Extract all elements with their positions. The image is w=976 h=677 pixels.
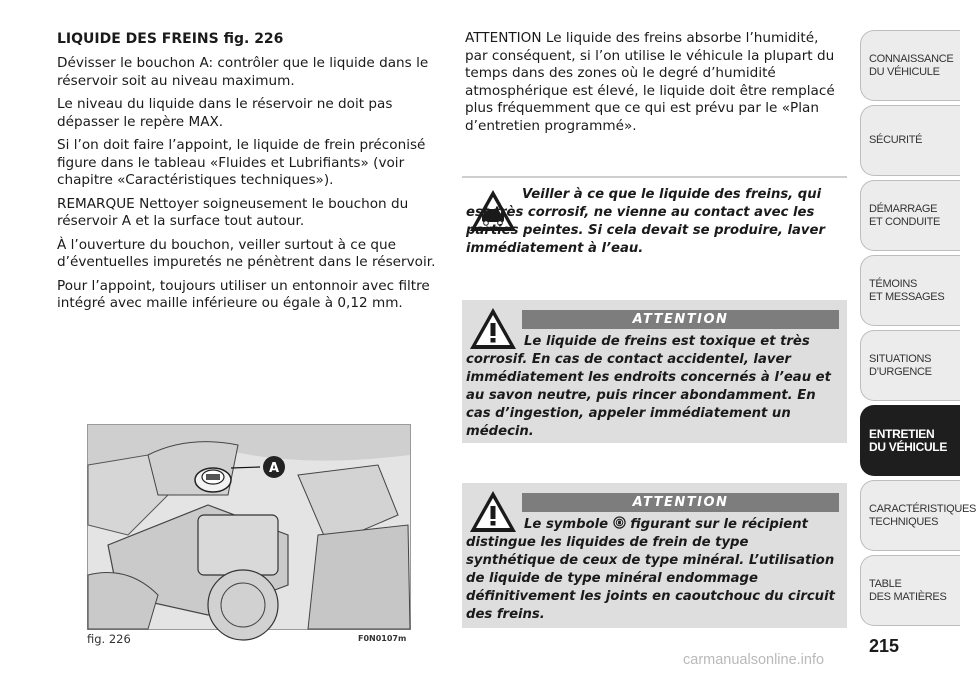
tab-connaissance-vehicule[interactable] — [860, 30, 960, 101]
tab-table-matieres[interactable] — [860, 555, 960, 626]
mineral-fluid-warning-box — [462, 483, 847, 628]
tab-label: DÉMARRAGE ET CONDUITE — [869, 202, 941, 228]
tab-label: SITUATIONS D’URGENCE — [869, 352, 932, 378]
tab-label: ENTRETIEN DU VÉHICULE — [869, 426, 948, 454]
text-before-symbol: Le symbole — [524, 517, 609, 532]
watermark: carmanualsonline.info — [683, 652, 825, 668]
paragraph-topup: Si l’on doit faire l’appoint, le liquide de frein préconisé figure dans le tableau «Fluides et Lubrifiants» (voir chapitre «Caractéristiques techniques»). — [57, 137, 426, 188]
tab-entretien-vehicule[interactable] — [860, 405, 960, 476]
tab-caracteristiques-techniques[interactable] — [860, 480, 976, 551]
paint-note-text: Veiller à ce que le liquide des freins, qui est très corrosif, ne vienne au contact avec les parties peintes. Si cela devait se produire, laver immédiatement à l’eau. — [466, 187, 825, 256]
engine-bay-figure — [87, 424, 411, 630]
paragraph-level: Le niveau du liquide dans le réservoir ne doit pas dépasser le repère MAX. — [57, 96, 393, 130]
callout-label-a: A — [268, 461, 280, 476]
tab-securite[interactable] — [860, 105, 960, 176]
tab-demarrage-conduite[interactable] — [860, 180, 960, 251]
paint-note-box — [462, 176, 847, 281]
warning-header: ATTENTION — [522, 493, 839, 512]
paragraph-funnel: Pour l’appoint, toujours utiliser un entonnoir avec filtre intégré avec maille inférieure ou égale à 0,12 mm. — [57, 277, 430, 311]
attention-paragraph: ATTENTION Le liquide des freins absorbe l’humidité, par conséquent, si l’on utilise le véhicule la plupart du temps dans des zones où le degré d’humidité atmosphérique est élevé, le liquide doit être remplacé plus fréquemment que ce qui est prévu par le «Plan d’entretien programmé». — [465, 30, 835, 134]
left-column — [57, 30, 439, 319]
tab-situations-urgence[interactable] — [860, 330, 960, 401]
section-heading: LIQUIDE DES FREINS fig. 226 — [57, 31, 284, 47]
tab-label: CARACTÉRISTIQUES TECHNIQUES — [869, 502, 976, 528]
figure-code: F0N0107m — [358, 634, 407, 643]
warning-header: ATTENTION — [522, 310, 839, 329]
tab-label: CONNAISSANCE DU VÉHICULE — [869, 52, 954, 78]
tab-label: TABLE DES MATIÈRES — [869, 577, 947, 603]
paragraph-unscrew: Dévisser le bouchon A: contrôler que le liquide dans le réservoir soit au niveau maximum. — [57, 55, 429, 89]
engine-bay-illustration — [88, 425, 410, 629]
paragraph-impurities: À l’ouverture du bouchon, veiller surtout à ce que d’éventuelles impuretés ne pénètrent dans le réservoir. — [57, 236, 436, 270]
tab-temoins-messages[interactable] — [860, 255, 960, 326]
figure-caption: fig. 226 — [87, 632, 131, 646]
synthetic-fluid-symbol-icon — [613, 516, 626, 529]
mineral-fluid-warning-text — [466, 516, 836, 624]
page-number: 215 — [869, 636, 900, 656]
tab-label: SÉCURITÉ — [869, 134, 923, 146]
toxic-warning-box — [462, 300, 847, 443]
paragraph-remark: REMARQUE Nettoyer soigneusement le bouchon du réservoir A et la surface tout autour. — [57, 195, 409, 229]
tab-label: TÉMOINS ET MESSAGES — [869, 277, 945, 303]
toxic-warning-text: Le liquide de freins est toxique et très corrosif. En cas de contact accidentel, laver immédiatement les endroits concernés à l’eau et au savon neutre, puis rincer abondamment. En cas d’ingestion, appeler immédiatement un médecin. — [466, 334, 831, 439]
text-after-symbol: figurant sur le récipient distingue les liquides de frein de type synthétique de ceux de type minéral. L’utilisation de liquide de type minéral endommage définitivement les joints en caoutchouc du circuit des freins. — [466, 517, 835, 622]
